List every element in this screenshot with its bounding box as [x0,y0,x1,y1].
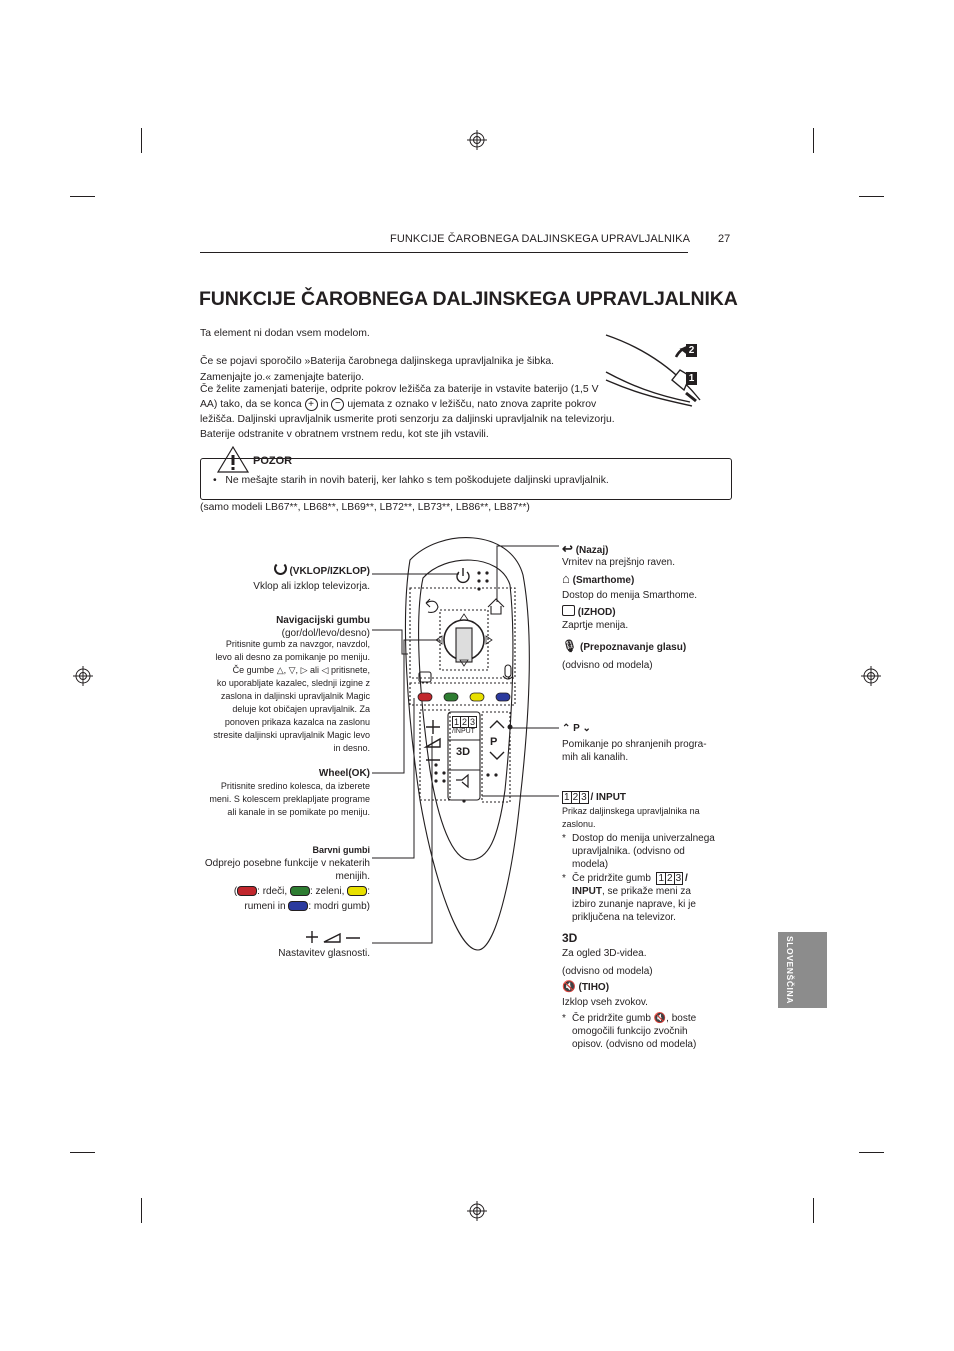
key-2-icon: 2 [572,792,579,803]
text: modela) [572,859,609,870]
key-1: 1 [454,717,460,727]
text: izbiro zunanje naprave, ki je [572,899,696,910]
text: (Smarthome) [572,575,635,586]
chevron-down-icon: ⌄ [582,723,591,734]
exit-label [562,605,616,619]
text: INPUT [572,886,602,897]
remote-input-label [452,716,476,736]
exit-desc: Zaprtje menija. [562,620,629,631]
volume-desc: Nastavitev glasnosti. [278,948,370,959]
input-bullets [562,832,742,924]
step-2-badge: 2 [686,344,697,357]
running-header: FUNKCIJE ČAROBNEGA DALJINSKEGA UPRAVLJALNIKA [390,233,691,245]
input-label [562,791,626,804]
red-button-icon [237,886,257,896]
text: / [684,873,688,884]
minus-icon: − [331,398,344,411]
text: Če pridržite gumb [572,1013,651,1024]
power-desc: Vklop ali izklop televizorja. [253,581,370,592]
nav-title: Navigacijski gumbu [276,615,370,626]
key-2-icon: 2 [667,873,673,884]
note-not-all-models: Ta element ni dodan vsem modelom. [200,328,370,339]
nav-description [190,638,370,755]
text: deluje kot običajen upravljalnik. Za [232,704,370,714]
remote-p-label: P [490,736,498,748]
text: meni. S kolescem preklapljate programe [209,794,370,804]
caution-text: • Ne mešajte starih in novih baterij, ker lahko s tem poškodujete daljinski upravljalnik. [213,475,609,486]
text: (Nazaj) [575,545,609,556]
battery-replace-line-2 [200,397,600,413]
input-desc [562,805,732,831]
microphone-icon: 🎙 [562,639,578,653]
text: / INPUT [590,792,627,803]
text: rumeni in [244,901,286,912]
text: (TIHO) [578,982,610,993]
power-label [200,562,370,578]
home-label [562,572,634,587]
text: : [367,886,370,897]
remote-3d-label: 3D [456,746,471,758]
text [190,900,370,913]
page-title: FUNKCIJE ČAROBNEGA DALJINSKEGA UPRAVLJALNIKA [199,288,738,310]
green-button-icon [290,886,310,896]
right-arrow-icon: ▷ [300,665,308,675]
text: levo ali desno za pomikanje po meniju. [215,652,370,662]
leader-lines [372,546,559,943]
mute-label [562,981,609,994]
registration-mark [467,1201,487,1221]
down-arrow-icon: ▽, [288,665,299,675]
battery-replace-line-1: Če želite zamenjati baterije, odprite pokrov ležišča za baterije in vstavite baterijo (1,5 V [200,384,599,395]
models-note: (samo modeli LB67**, LB68**, LB69**, LB72**, LB73**, LB86**, LB87**) [200,502,530,513]
text: /INPUT [452,728,475,735]
text: ( : rdeči, : zeleni, : [233,886,370,897]
3d-note: (odvisno od modela) [562,966,653,977]
text: Dostop do menija univerzalnega [572,833,715,844]
text: ujemata z oznako v ležišču, nato znova zaprite pokrov [347,399,597,410]
text: Pritisnite gumb za navzgor, navzdol, [225,639,370,649]
text: priključena na televizor. [572,912,676,923]
nav-subtitle: (gor/dol/levo/desno) [281,628,370,639]
registration-mark [467,130,487,150]
volume-icon [300,928,370,946]
text: in [320,399,329,410]
text: Če gumbe [232,665,275,675]
text: (VKLOP/IZKLOP) [289,566,370,577]
registration-mark [73,666,93,686]
home-desc: Dostop do menija Smarthome. [562,590,698,601]
text: Prikaz daljinskega upravljalnika na [562,806,700,816]
text: (Prepoznavanje glasu) [580,642,687,653]
back-icon: ↩ [562,541,573,556]
text: , boste [666,1013,697,1024]
key-1-icon: 1 [658,873,665,884]
program-label [562,722,591,735]
battery-replace-line-4: Baterije odstranite v obratnem vrstnem redu, kot ste jih vstavili. [200,429,489,440]
bullet: * Dostop do menija univerzalnega upravljalnika. (odvisno od modela) [562,832,742,871]
text: in desno. [333,743,370,753]
text [572,872,742,885]
bullet: * Če pridržite gumb 1 2 3 / INPUT, se prikaže meni za izbiro zunanje naprave, ki je priključena na televizor. [562,872,742,924]
text: Pritisnite sredino kolesca, da izberete [220,781,370,791]
back-label [562,542,608,557]
language-tab [778,932,827,1008]
text: zaslona in daljinski upravljalnik Magic [220,691,370,701]
text: opisov. (odvisno od modela) [572,1039,697,1050]
text: Če pridržite gumb [572,873,651,884]
voice-desc: (odvisno od modela) [562,660,653,671]
caution-title: POZOR [253,455,293,467]
text: upravljalnika. (odvisno od [572,846,685,857]
power-icon [274,562,287,575]
blue-button-icon [288,901,308,911]
up-arrow-icon: △, [276,665,287,675]
text: zaslonu. [562,819,596,829]
text: mih ali kanalih. [562,752,629,763]
home-icon: ⌂ [562,571,570,586]
wheel-description [190,780,370,819]
mute-bullet [562,1012,742,1051]
3d-desc: Za ogled 3D-videa. [562,948,647,959]
key-3-icon: 3 [675,873,682,884]
text: , se prikaže meni za [602,886,691,897]
text [190,664,370,677]
header-rule [200,252,688,253]
key-3: 3 [470,717,476,727]
3d-label: 3D [562,931,578,945]
mute-icon: 🔇 [653,1013,667,1024]
color-buttons-title: Barvni gumbi [312,845,370,855]
remote-control-drawing [405,538,529,950]
mute-icon: 🔇 [562,981,576,993]
key-2: 2 [462,717,468,727]
text: (IZHOD) [577,607,616,618]
text: AA) tako, da se konca [200,399,302,410]
yellow-button-icon [347,886,367,896]
text: P [573,723,580,734]
text [572,885,742,898]
text [572,1012,742,1025]
battery-warning-text: Če se pojavi sporočilo »Baterija čarobnega daljinskega upravljalnika je šibka. Zamenjajte jo.« zamenjajte baterijo. [200,356,555,383]
text: : modri gumb) [308,901,370,912]
text: : zeleni, [309,886,345,897]
key-1-icon: 1 [564,792,570,803]
left-arrow-icon: ◁ [321,665,329,675]
text: ponoven prikaza kazalca na zaslonu [224,717,370,727]
text: ali kanale in se pomikate po meniju. [227,807,370,817]
language-tab-label: SLOVENŠČINA [785,936,795,1004]
mute-desc: Izklop vseh zvokov. [562,997,648,1008]
exit-icon [562,605,575,616]
chevron-up-icon: ⌃ [562,723,571,734]
program-desc [562,738,707,764]
page-number: 27 [718,233,731,245]
volume-icons [300,928,370,949]
text: ko uporabljate kazalec, slednji izgine z [216,678,370,688]
color-buttons-description [190,857,370,913]
registration-mark [861,666,881,686]
text: stresite daljinski upravljalnik Magic levo [213,730,370,740]
key-3-icon: 3 [581,792,587,803]
text: ali [310,665,320,675]
battery-replace-line-3: ležišča. Daljinski upravljalnik usmerite proti senzorju za daljinski upravljalnik na televizorju. [200,414,615,425]
remote-color-buttons [418,693,510,701]
text: Pomikanje po shranjenih progra- [562,739,707,750]
back-desc: Vrnitev na prejšnjo raven. [562,557,676,568]
plus-icon: + [305,398,318,411]
text: : rdeči, [257,886,288,897]
voice-label [562,640,686,654]
text: Odprejo posebne funkcije v nekaterih [204,858,370,869]
bullet: * Če pridržite gumb 🔇, boste omogočili funkcijo zvočnih opisov. (odvisno od modela) [562,1012,742,1051]
text: omogočili funkcijo zvočnih [572,1026,688,1037]
text: Ne mešajte starih in novih baterij, ker lahko s tem poškodujete daljinski upravljalnik. [225,475,609,486]
text: pritisnete, [330,665,370,675]
text: menijih. [335,871,370,882]
step-1-badge: 1 [686,372,697,385]
wheel-title: Wheel(OK) [318,768,370,779]
